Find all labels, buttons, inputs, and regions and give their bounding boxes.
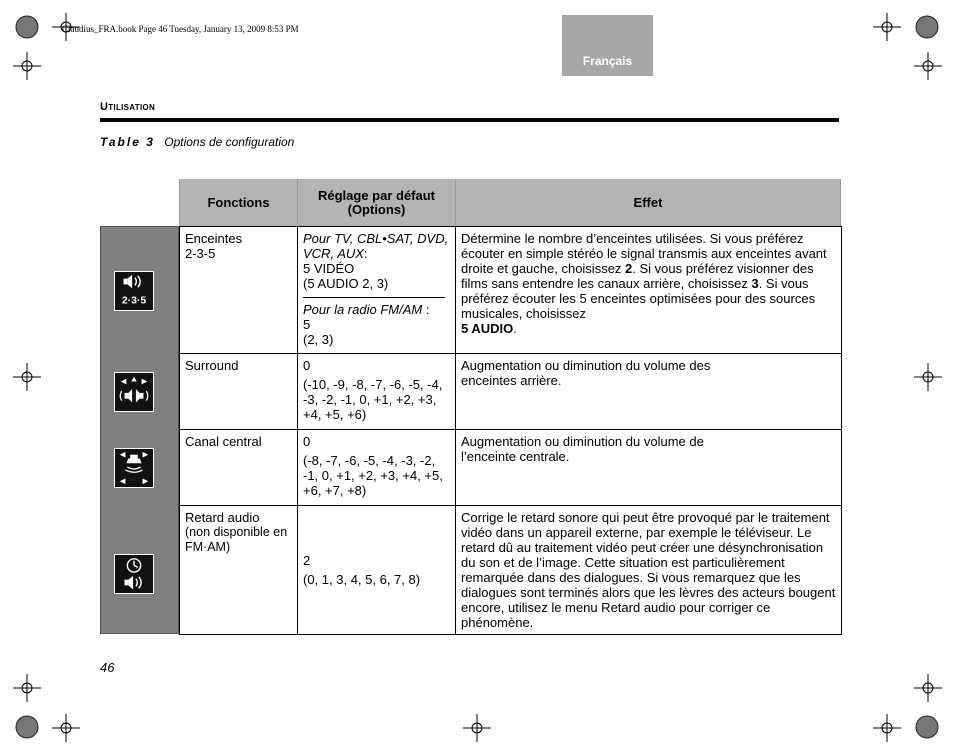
function-cell — [180, 227, 298, 354]
effect-text: Augmentation ou diminution du volume de l’enceinte centrale. — [461, 434, 704, 464]
effect-text: Corrige le retard sonore qui peut être provoqué par le traitement vidéo dans un appareil externe, par exemple le téléviseur. Le retard dû au traitement vidéo peut créer une désynchronisation du son et de l’image. Cette situation est particulièrement remarquée dans des dialogues. Si vous remarquez que les dialogues sont terminés alors que les lèvres des acteurs bougent encore, utilisez le menu Retard audio pour corriger ce phénomène. — [461, 510, 836, 630]
section-rule — [100, 118, 839, 122]
default-value: 5 — [303, 317, 311, 332]
function-note: (non disponible en FM·AM) — [185, 525, 288, 554]
function-name: Retard audio — [185, 510, 260, 525]
icon-column — [100, 226, 179, 634]
effect-bold: 2 — [625, 261, 633, 276]
surround-speakers-icon — [114, 372, 154, 412]
function-cell — [180, 430, 298, 506]
default-cell: Pour TV, CBL•SAT, DVD, VCR, AUX: 5 VIDÉO (5 AUDIO 2, 3) Pour la radio FM/AM : 5 (2, 3) — [298, 227, 456, 354]
crosshair-mark-icon — [914, 363, 942, 391]
effect-cell — [456, 354, 842, 430]
effect-cell — [456, 506, 842, 635]
default-value: 0 — [303, 358, 311, 373]
table-row — [180, 227, 842, 354]
table-row — [180, 506, 842, 635]
registration-dot-icon — [916, 16, 938, 38]
crosshair-mark-icon — [463, 714, 491, 742]
crosshair-mark-icon — [52, 714, 80, 742]
effect-bold: 3 — [751, 276, 759, 291]
crosshair-mark-icon — [914, 674, 942, 702]
function-name: Enceintes — [185, 231, 243, 246]
table-caption-label: Table 3 — [100, 135, 155, 149]
speaker-2-3-5-icon — [114, 271, 154, 311]
table-caption-title: Options de configuration — [164, 135, 295, 149]
column-header-functions: Fonctions — [179, 179, 297, 226]
crosshair-mark-icon — [873, 714, 901, 742]
svg-text:2·3·5: 2·3·5 — [121, 295, 147, 307]
table-row — [180, 430, 842, 506]
effect-text: . Si vous préférez écouter les 5 enceintes optimisées pour des sources musicales, choisissez — [461, 276, 816, 321]
default-value: 5 VIDÉO — [303, 261, 355, 276]
default-options: (0, 1, 3, 4, 5, 6, 7, 8) — [303, 572, 421, 587]
default-cell — [298, 506, 456, 635]
crosshair-mark-icon — [13, 363, 41, 391]
function-name: Surround — [185, 358, 239, 373]
section-title: Utilisation — [100, 101, 156, 113]
crosshair-mark-icon — [873, 13, 901, 41]
effect-cell — [456, 227, 842, 354]
function-cell — [180, 506, 298, 635]
table-row — [180, 354, 842, 430]
effect-text: . — [513, 321, 517, 336]
effect-cell — [456, 430, 842, 506]
crosshair-mark-icon — [13, 52, 41, 80]
crosshair-mark-icon — [13, 674, 41, 702]
default-options: (5 AUDIO 2, 3) — [303, 276, 389, 291]
default-options: (-10, -9, -8, -7, -6, -5, -4, -3, -2, -1, 0, +1, +2, +3, +4, +5, +6) — [303, 377, 443, 422]
print-header: Claudius_FRA.book Page 46 Tuesday, January 13, 2009 8:53 PM — [62, 24, 299, 34]
function-cell — [180, 354, 298, 430]
effect-text: Détermine le nombre d’enceintes utilisées. Si vous préférez écouter en simple stéréo le signal transmis aux enceintes avant droite et gauche, choisissez — [461, 231, 827, 276]
default-options: (-8, -7, -6, -5, -4, -3, -2, -1, 0, +1, +2, +3, +4, +5, +6, +7, +8) — [303, 453, 443, 498]
default-sub-section: Pour la radio FM/AM : 5 (2, 3) — [303, 297, 445, 347]
table-caption — [100, 135, 294, 149]
language-tab — [562, 15, 653, 76]
function-name: Canal central — [185, 434, 262, 449]
registration-dot-icon — [16, 716, 38, 738]
default-source-label: Pour la radio FM/AM — [303, 302, 423, 317]
effect-text: Augmentation ou diminution du volume des enceintes arrière. — [461, 358, 711, 388]
effect-text: . Si vous préférez visionner des films sans entendre les canaux arrière, choisissez — [461, 261, 814, 291]
options-table — [179, 226, 842, 635]
default-options: (2, 3) — [303, 332, 334, 347]
registration-dot-icon — [16, 16, 38, 38]
effect-bold: 5 AUDIO — [461, 321, 514, 336]
default-cell — [298, 430, 456, 506]
crosshair-mark-icon — [914, 52, 942, 80]
column-header-effect: Effet — [455, 179, 841, 226]
column-header-default: Réglage par défaut (Options) — [297, 179, 455, 226]
audio-delay-clock-icon — [114, 554, 154, 594]
default-source-label: Pour TV, CBL•SAT, DVD, VCR, AUX — [303, 231, 449, 261]
function-sub: 2-3-5 — [185, 246, 216, 261]
default-value: 2 — [303, 553, 311, 568]
language-tab-label: Français — [582, 54, 633, 68]
page-number: 46 — [100, 660, 115, 675]
default-cell — [298, 354, 456, 430]
default-value: 0 — [303, 434, 311, 449]
center-channel-icon — [114, 448, 154, 488]
registration-dot-icon — [916, 716, 938, 738]
